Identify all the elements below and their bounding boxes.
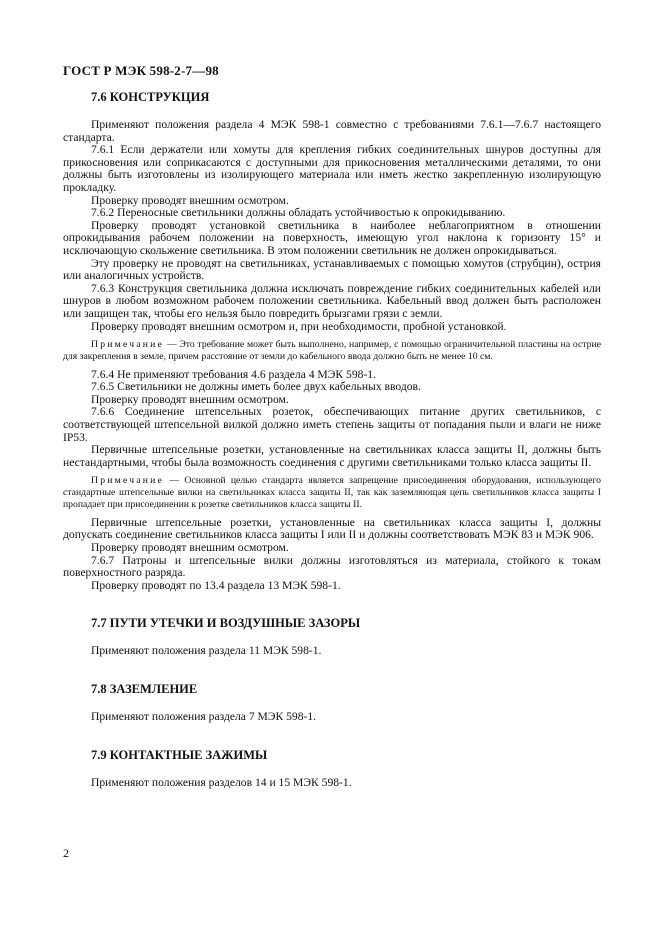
paragraph: 7.6.7 Патроны и штепсельные вилки должны изготовляться из материала, стойкого к токам поверхностного разряда. bbox=[63, 553, 601, 580]
section bbox=[63, 748, 601, 790]
section bbox=[63, 682, 601, 724]
paragraph: 7.6.4 Не применяют требования 4.6 раздела 4 МЭК 598-1. bbox=[91, 367, 376, 381]
paragraph: Первичные штепсельные розетки, установленные на светильниках класса защиты I, должны допускать соединение светильников класса защиты I или II и должны соответствовать МЭК 83 и МЭК 906. bbox=[63, 515, 601, 542]
paragraph: Применяют положения разделов 14 и 15 МЭК 598-1. bbox=[91, 775, 352, 789]
paragraph: Эту проверку не проводят на светильниках, устанавливаемых с помощью хомутов (струбцин), острия или аналогичных устройств. bbox=[63, 256, 601, 283]
paragraph: 7.6.6 Соединение штепсельных розеток, обеспечивающих питание других светильников, с соответствующей штепсельной вилкой должно иметь степень защиты от попадания пыли и влаги не ниже IP53. bbox=[63, 405, 601, 444]
section-heading: 7.6 КОНСТРУКЦИЯ bbox=[91, 90, 210, 104]
note-label: Примечание bbox=[91, 339, 165, 351]
document-code: ГОСТ Р МЭК 598-2-7—98 bbox=[63, 63, 219, 78]
paragraph: Проверку проводят внешним осмотром. bbox=[91, 392, 289, 406]
section-heading: 7.7 ПУТИ УТЕЧКИ И ВОЗДУШНЫЕ ЗАЗОРЫ bbox=[91, 616, 361, 631]
paragraph: Применяют положения раздела 7 МЭК 598-1. bbox=[91, 709, 317, 723]
section-heading: 7.8 ЗАЗЕМЛЕНИЕ bbox=[91, 681, 198, 696]
paragraph: Проверку проводят установкой светильника в наиболее неблагоприятном в отношении опрокидывания рабочем положении на поверхность, имеющую угол наклона к горизонту 15° и исключающую скольжение светильника. В этом положении светильник не должен опрокидываться. bbox=[63, 218, 601, 257]
note-text: — Основной целью стандарта является запрещение присоединения оборудования, использующего стандартные штепсельные вилки на светильниках класса защиты II, так как заземляющая цепь светильников класса защиты I пропадает при присоединении к розетке светильников класса защиты II. bbox=[63, 475, 601, 511]
paragraph: Проверку проводят по 13.4 раздела 13 МЭК 598-1. bbox=[91, 578, 341, 592]
paragraph: Проверку проводят внешним осмотром и, при необходимости, пробной установкой. bbox=[91, 319, 507, 333]
section bbox=[63, 616, 601, 658]
page-number: 2 bbox=[63, 846, 69, 860]
paragraph: Первичные штепсельные розетки, установленные на светильниках класса защиты II, должны быть нестандартными, чтобы была возможность соединения с другими светильниками только класса защиты II. bbox=[63, 443, 601, 469]
paragraph: 7.6.1 Если держатели или хомуты для крепления гибких соединительных шнуров доступны для прикосновения или соприкасаются с доступными для прикосновения металлическими деталями, то они должны быть изготовлены из изолирующего материала или иметь жестко закрепленную изолирующую прокладку. bbox=[63, 143, 601, 194]
paragraph: Применяют положения раздела 11 МЭК 598-1. bbox=[91, 644, 322, 658]
paragraph: 7.6.2 Переносные светильники должны обладать устойчивостью к опрокидыванию. bbox=[91, 206, 506, 220]
note bbox=[63, 339, 601, 363]
note bbox=[63, 475, 601, 510]
paragraph: Применяют положения раздела 4 МЭК 598-1 совместно с требованиями 7.6.1—7.6.7 настоящего стандарта. bbox=[63, 118, 601, 144]
note-label: Примечание bbox=[91, 475, 165, 487]
paragraph: 7.6.5 Светильники не должны иметь более двух кабельных вводов. bbox=[91, 380, 421, 394]
note-text: — Это требование может быть выполнено, например, с помощью ограничительной пластины на острие для закрепления в земле, причем расстояние от земли до кабельного ввода должно быть не менее 10 см. bbox=[63, 339, 601, 362]
document-content bbox=[63, 90, 601, 789]
paragraph: 7.6.3 Конструкция светильника должна исключать повреждение гибких соединительных кабелей или шнуров в любом возможном рабочем положении светильника. Кабельный ввод должен быть расположен или защищен так, чтобы его нельзя было повредить брызгами грязи с земли. bbox=[63, 281, 601, 320]
section bbox=[63, 90, 601, 592]
paragraph: Проверку проводят внешним осмотром. bbox=[91, 193, 289, 207]
paragraph: Проверку проводят внешним осмотром. bbox=[91, 541, 289, 555]
section-heading: 7.9 КОНТАКТНЫЕ ЗАЖИМЫ bbox=[91, 747, 268, 762]
